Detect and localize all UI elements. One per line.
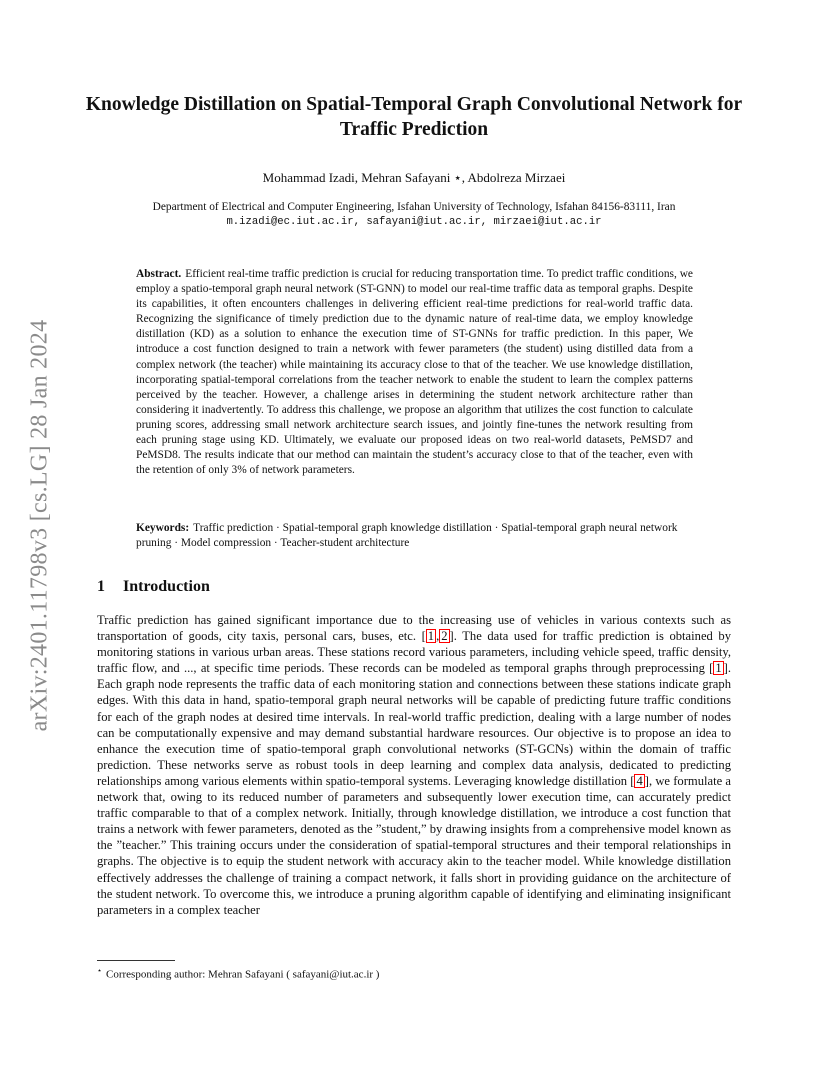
footnote-text: Corresponding author: Mehran Safayani ( safayani@iut.ac.ir ) [106, 968, 380, 981]
abstract-text: Efficient real-time traffic prediction is crucial for reducing transportation time. To predict traffic conditions, we employ a spatio-temporal graph neural network (ST-GNN) to model our real-time traffic data as temporal graphs. Despite its capabilities, it often encounters challenges in delivering efficient real-time predictions for real-world traffic data. Recognizing the significance of timely prediction due to the dynamic nature of real-time data, we employ knowledge distillation (KD) as a solution to enhance the execution time of ST-GNNs for traffic prediction. In this paper, We introduce a cost function designed to train a network with fewer parameters (the student) using distilled data from a complex network (the teacher) while maintaining its accuracy close to that of the teacher. We use knowledge distillation, incorporating spatial-temporal correlations from the teacher network to enable the student to learn the complex patterns perceived by the teacher. However, a challenge arises in determining the student network architecture rather than considering it inadvertently. To address this challenge, we propose an algorithm that utilizes the cost function to calculate pruning scores, addressing small network architecture search issues, and jointly fine-tunes the network resulting from each pruning stage using KD. Ultimately, we evaluate our proposed ideas on two real-world datasets, PeMSD7 and PeMSD8. The results indicate that our method can maintain the student’s accuracy close to that of the teacher, even with the retention of only 3% of network parameters. [136, 268, 693, 477]
citation-link[interactable]: 1 [427, 629, 435, 644]
section-number: 1 [97, 578, 105, 595]
footnote-mark: ⋆ [97, 966, 103, 975]
footnote-divider [97, 960, 175, 961]
intro-text-3: ]. Each graph node represents the traffic data of each monitoring station and connections between these stations indicate graph edges. With this data in hand, spatio-temporal graph neural networks will be capable of predicting future traffic conditions for each of the graph nodes at desired time intervals. In real-world traffic prediction, dealing with a large number of nodes can be computationally expensive and may demand substantial hardware resources. Our objective is to propose an idea to enhance the execution time of spatio-temporal graph convolutional networks (ST-GCNs) within the domain of traffic prediction. These networks serve as robust tools in deep learning and complex data analysis, dedicated to predicting relationships among various elements within spatio-temporal systems. Leveraging knowledge distillation [ [97, 661, 731, 788]
paper-title: Knowledge Distillation on Spatial-Temporal Graph Convolutional Network for Traffic Prediction [85, 94, 743, 140]
author-affiliation: Department of Electrical and Computer Engineering, Isfahan University of Technology, Isfahan 84156-83111, Iran [152, 201, 676, 213]
introduction-paragraph [97, 612, 731, 918]
keywords [136, 521, 693, 551]
abstract-label: Abstract. [136, 268, 182, 280]
keywords-text: Traffic prediction · Spatial-temporal graph knowledge distillation · Spatial-temporal graph neural network pruning · Model compression · Teacher-student architecture [136, 522, 678, 550]
author-list: Mohammad Izadi, Mehran Safayani ⋆, Abdolreza Mirzaei [262, 170, 566, 185]
intro-text-2: ]. The data used for traffic prediction is obtained by monitoring stations in various urban areas. These stations record various parameters, including vehicle speed, traffic density, traffic flow, and ..., at specific time periods. These records can be modeled as temporal graphs through preprocessing [ [97, 629, 731, 676]
keywords-label: Keywords: [136, 522, 190, 534]
citation-link[interactable]: 2 [441, 629, 448, 644]
intro-text-1: Traffic prediction has gained significant importance due to the increasing use of vehicles in various contexts such as transportation of goods, city taxis, personal cars, buses, etc. [ [97, 613, 731, 644]
author-emails: m.izadi@ec.iut.ac.ir, safayani@iut.ac.ir, mirzaei@iut.ac.ir [226, 216, 602, 228]
citation-link[interactable]: 4 [636, 773, 643, 788]
footnote [97, 964, 731, 982]
section-title: Introduction [123, 578, 210, 595]
intro-text-4: ], we formulate a network that, owing to its reduced number of parameters and subsequently lower execution time, can accurately predict traffic comparable to that of a complex network. Initially, through knowledge distillation, we introduce a cost function that trains a network with fewer parameters, denoted as the ”student,” by drawing insights from a comprehensive model known as the ”teacher.” This training occurs under the consideration of spatial-temporal structures and their temporal relationships in graphs. The objective is to equip the student network with accuracy akin to the teacher model. While knowledge distillation effectively addresses the challenge of training a compact network, it falls short in providing guidance on the architecture of the student network. To overcome this, we introduce a pruning algorithm capable of identifying and eliminating insignificant parameters in a complex teacher [97, 773, 731, 917]
citation-separator: , [436, 629, 440, 644]
arxiv-identifier-stamp [22, 290, 58, 760]
section-heading-introduction [97, 578, 737, 596]
arxiv-identifier-text: arXiv:2401.11798v3 [cs.LG] 28 Jan 2024 [26, 319, 53, 731]
citation-link[interactable]: 1 [715, 661, 722, 676]
abstract [136, 267, 693, 478]
